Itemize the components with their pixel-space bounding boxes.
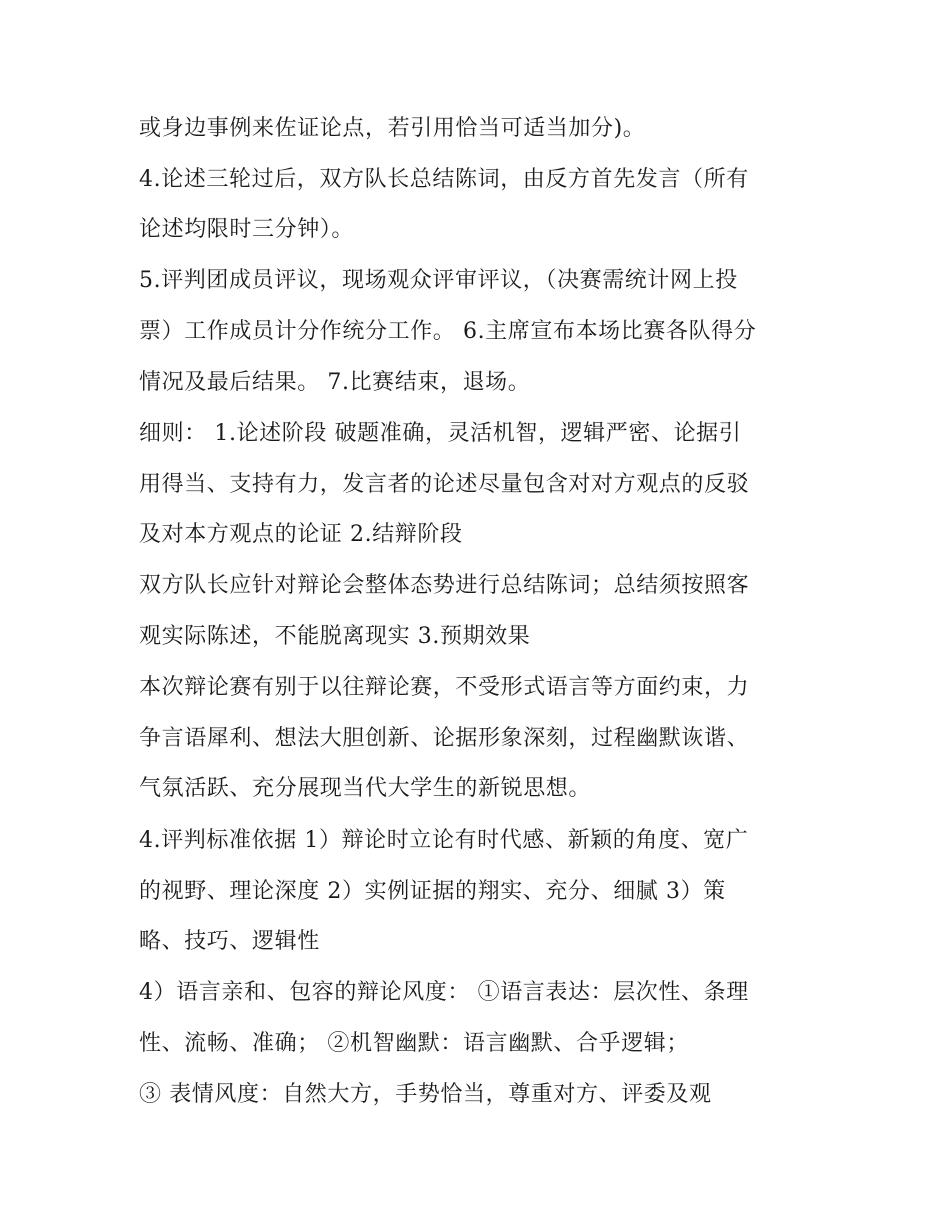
text-line: 性、流畅、准确； ②机智幽默：语言幽默、合乎逻辑；: [139, 1031, 689, 1056]
text-line: 或身边事例来佐证论点，若引用恰当可适当加分)。: [139, 116, 646, 141]
text-line: 的视野、理论深度 2）实例证据的翔实、充分、细腻 3）策: [139, 879, 726, 904]
text-line: 票）工作成员计分作统分工作。 6.主席宣布本场比赛各队得分: [139, 319, 757, 344]
text-line: 细则： 1.论述阶段 破题准确，灵活机智，逻辑严密、论据引: [139, 421, 742, 446]
text-line: 本次辩论赛有别于以往辩论赛，不受形式语言等方面约束，力: [139, 675, 750, 700]
text-line: 5.评判团成员评议，现场观众评审评议，（决赛需统计网上投: [139, 268, 738, 293]
text-line: 4）语言亲和、包容的辩论风度： ①语言表达：层次性、条理: [139, 980, 749, 1005]
text-line: ③ 表情风度：自然大方，手势恰当，尊重对方、评委及观: [139, 1082, 712, 1107]
text-line: 双方队长应针对辩论会整体态势进行总结陈词；总结须按照客: [139, 573, 750, 598]
text-line: 略、技巧、逻辑性: [139, 929, 320, 954]
text-line: 4.评判标准依据 1）辩论时立论有时代感、新颖的角度、宽广: [139, 828, 749, 853]
text-line: 争言语犀利、想法大胆创新、论据形象深刻，过程幽默诙谐、: [139, 726, 750, 751]
text-line: 用得当、支持有力，发言者的论述尽量包含对对方观点的反驳: [139, 472, 750, 497]
text-line: 情况及最后结果。 7.比赛结束，退场。: [139, 370, 531, 395]
text-line: 论述均限时三分钟）。: [139, 217, 355, 242]
text-line: 及对本方观点的论证 2.结辩阶段: [139, 522, 463, 547]
text-line: 4.论述三轮过后，双方队长总结陈词，由反方首先发言（所有: [139, 167, 749, 192]
text-line: 气氛活跃、充分展现当代大学生的新锐思想。: [139, 776, 592, 801]
text-line: 观实际陈述，不能脱离现实 3.预期效果: [139, 624, 531, 649]
